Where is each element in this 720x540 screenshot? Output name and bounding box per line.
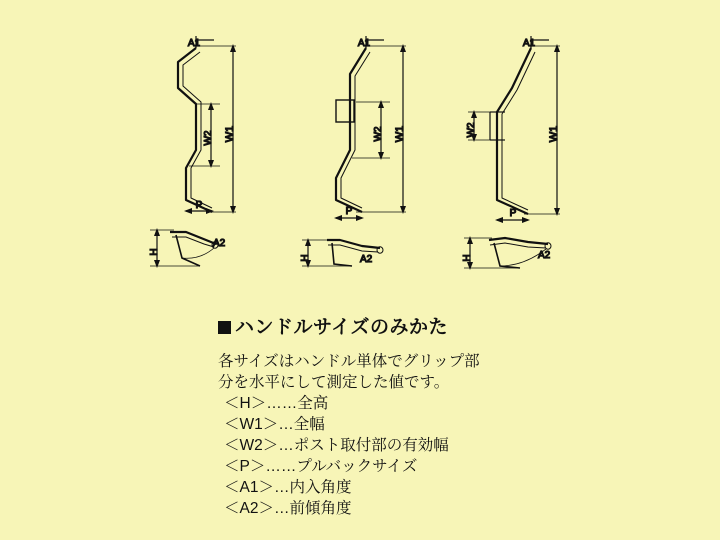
section-heading-text: ハンドルサイズのみかた xyxy=(235,317,448,338)
definition-w1: ＜W1＞…全幅 xyxy=(224,416,325,433)
label-a2-3: A2 xyxy=(538,250,551,261)
label-w1-3: W1 xyxy=(548,125,560,143)
label-p-1: P xyxy=(195,200,203,211)
label-w2-1: W2 xyxy=(203,130,214,146)
label-w1-2: W1 xyxy=(394,125,406,143)
definition-p: ＜P＞……プルバックサイズ xyxy=(224,458,418,475)
explanation-block xyxy=(218,312,658,519)
label-h-2: H xyxy=(300,254,311,262)
label-a1-1: A1 xyxy=(187,38,201,49)
label-p-2: P xyxy=(345,206,353,217)
handlebar-front-view-3 xyxy=(462,36,560,270)
label-a2-2: A2 xyxy=(360,254,373,265)
handlebar-front-view-2 xyxy=(300,36,406,268)
label-w2-3: W2 xyxy=(466,122,477,138)
definition-h: ＜H＞……全高 xyxy=(224,395,329,412)
label-w1-1: W1 xyxy=(224,125,236,143)
section-heading xyxy=(218,312,658,339)
label-a1-2: A1 xyxy=(357,38,371,49)
square-bullet-icon xyxy=(218,321,231,334)
label-a2-1: A2 xyxy=(213,238,226,249)
label-w2-2: W2 xyxy=(373,126,384,142)
label-h-3: H xyxy=(462,254,473,262)
paragraph-line-1: 各サイズはハンドル単体でグリップ部 xyxy=(218,353,480,370)
definition-w2: ＜W2＞…ポスト取付部の有効幅 xyxy=(224,437,449,454)
paragraph-line-2: 分を水平にして測定した値です。 xyxy=(218,374,450,391)
label-h-1: H xyxy=(149,248,160,256)
label-p-3: P xyxy=(509,208,517,219)
label-a1-3: A1 xyxy=(522,38,536,49)
definition-a2: ＜A2＞…前傾角度 xyxy=(224,500,352,517)
handlebar-front-view-1 xyxy=(149,36,236,268)
definition-a1: ＜A1＞…内入角度 xyxy=(224,479,352,496)
explanation-text xyxy=(218,351,658,519)
